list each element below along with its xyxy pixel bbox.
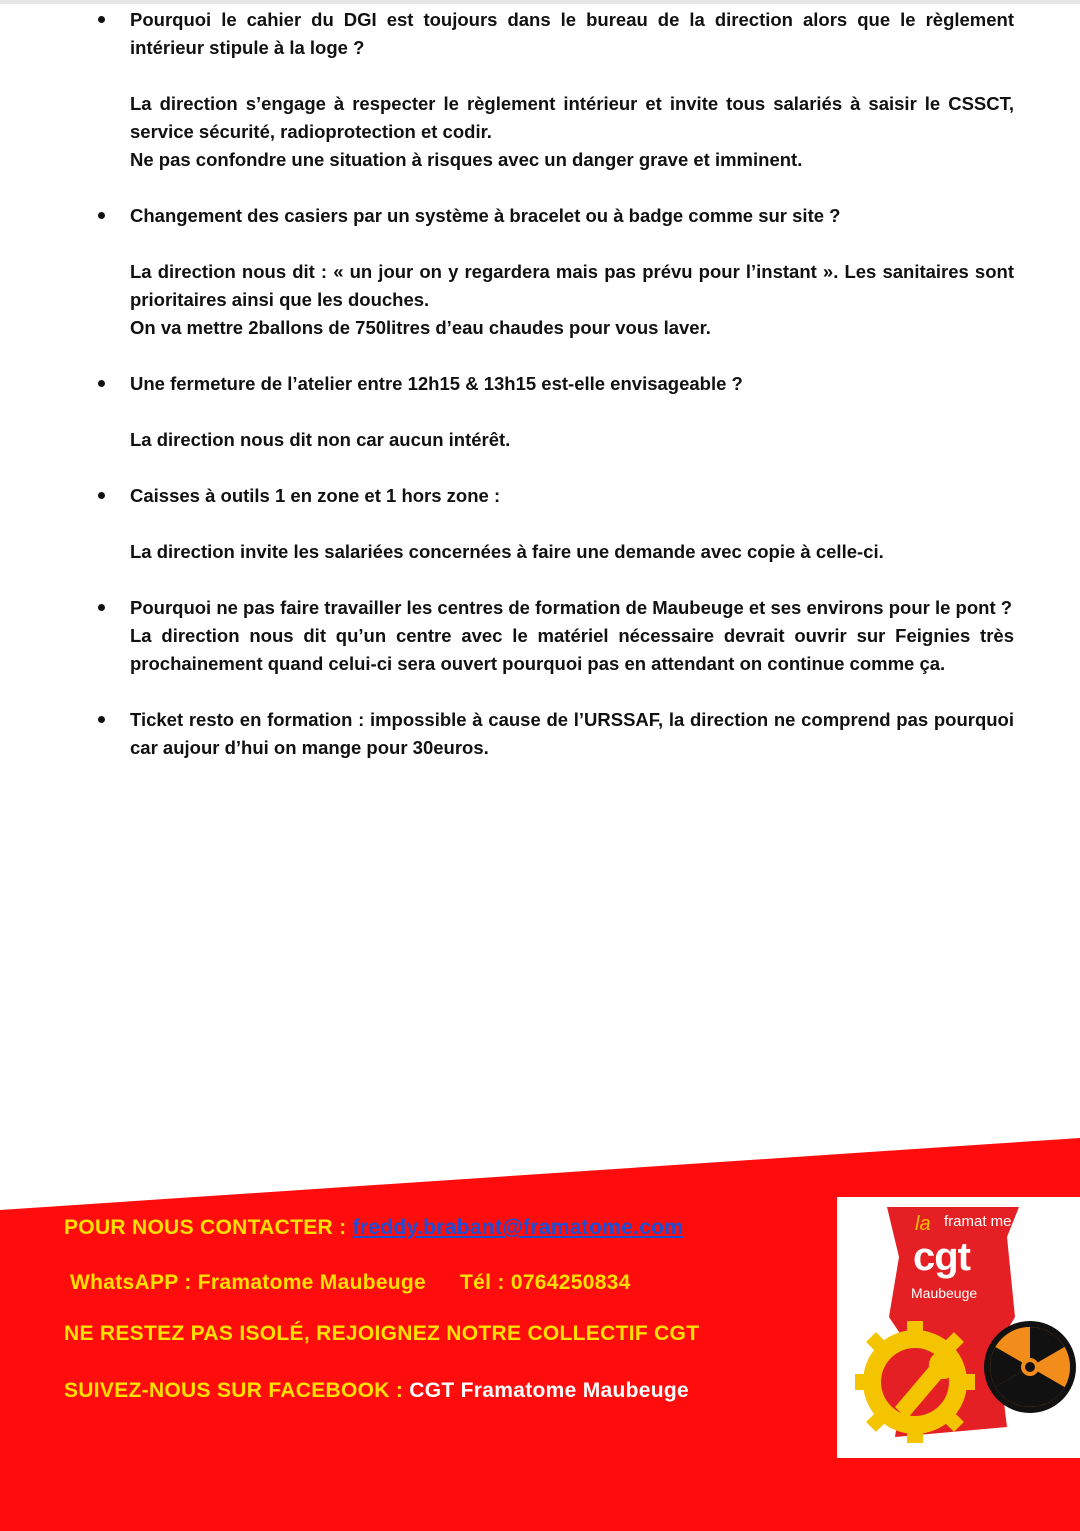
- list-item: [98, 370, 1014, 454]
- top-border: [0, 0, 1080, 4]
- contact-line: [64, 1216, 683, 1240]
- whatsapp-line: [70, 1271, 631, 1295]
- cgt-logo: [837, 1197, 1080, 1458]
- logo-la-text: la: [915, 1213, 931, 1235]
- answer-text: La direction nous dit non car aucun intérêt.: [130, 429, 511, 450]
- bullet-icon: [98, 716, 105, 723]
- logo-cgt-text: cgt: [913, 1235, 970, 1279]
- question-text: Changement des casiers par un système à bracelet ou à badge comme sur site ?: [130, 205, 841, 226]
- document-body: [98, 6, 1014, 790]
- phone-text: Tél : 0764250834: [460, 1271, 631, 1294]
- list-item: [98, 6, 1014, 174]
- contact-footer: [0, 1138, 1080, 1531]
- question-text: Caisses à outils 1 en zone et 1 hors zone :: [130, 485, 501, 506]
- answer-text: La direction invite les salariées concernées à faire une demande avec copie à celle-ci.: [130, 541, 884, 562]
- list-item: [98, 706, 1014, 762]
- question-text: Pourquoi ne pas faire travailler les centres de formation de Maubeuge et ses environs pour le pont ?: [130, 597, 1013, 618]
- contact-email-link[interactable]: freddy.brabant@framatome.com: [352, 1216, 684, 1239]
- logo-city-text: Maubeuge: [911, 1285, 978, 1301]
- join-line: NE RESTEZ PAS ISOLÉ, REJOIGNEZ NOTRE COLLECTIF CGT: [64, 1322, 700, 1345]
- list-item: [98, 482, 1014, 566]
- answer-text: La direction s’engage à respecter le règlement intérieur et invite tous salariés à saisir le CSSCT, service sécurité, radioprotection et codir. Ne pas confondre une situation à risques avec un danger grave et imminent.: [130, 93, 1014, 170]
- question-text: Pourquoi le cahier du DGI est toujours dans le bureau de la direction alors que le règlement intérieur stipule à la loge ?: [130, 9, 1014, 58]
- contact-label: POUR NOUS CONTACTER :: [64, 1216, 353, 1239]
- question-text: Une fermeture de l’atelier entre 12h15 & 13h15 est-elle envisageable ?: [130, 373, 743, 394]
- answer-text: La direction nous dit : « un jour on y regardera mais pas prévu pour l’instant ». Les sanitaires sont prioritaires ainsi que les douches. On va mettre 2ballons de 750litres d’eau chaudes pour vous laver.: [130, 261, 1014, 338]
- facebook-line: [64, 1379, 689, 1403]
- facebook-label: SUIVEZ-NOUS SUR FACEBOOK :: [64, 1379, 410, 1402]
- logo-brand-text: framat me: [944, 1213, 1012, 1230]
- list-item: [98, 202, 1014, 342]
- bullet-icon: [98, 492, 105, 499]
- bullet-icon: [98, 604, 105, 611]
- question-text: Ticket resto en formation : impossible à cause de l’URSSAF, la direction ne comprend pas pourquoi car aujour d’hui on mange pour 30euros.: [130, 709, 1014, 758]
- bullet-icon: [98, 212, 105, 219]
- whatsapp-text: WhatsAPP : Framatome Maubeuge: [70, 1271, 427, 1294]
- list-item: [98, 594, 1014, 678]
- facebook-name: CGT Framatome Maubeuge: [409, 1379, 689, 1402]
- answer-text: La direction nous dit qu’un centre avec le matériel nécessaire devrait ouvrir sur Feignies très prochainement quand celui-ci sera ouvert pourquoi pas en attendant on continue comme ça.: [130, 625, 1014, 674]
- bullet-icon: [98, 16, 105, 23]
- bullet-icon: [98, 380, 105, 387]
